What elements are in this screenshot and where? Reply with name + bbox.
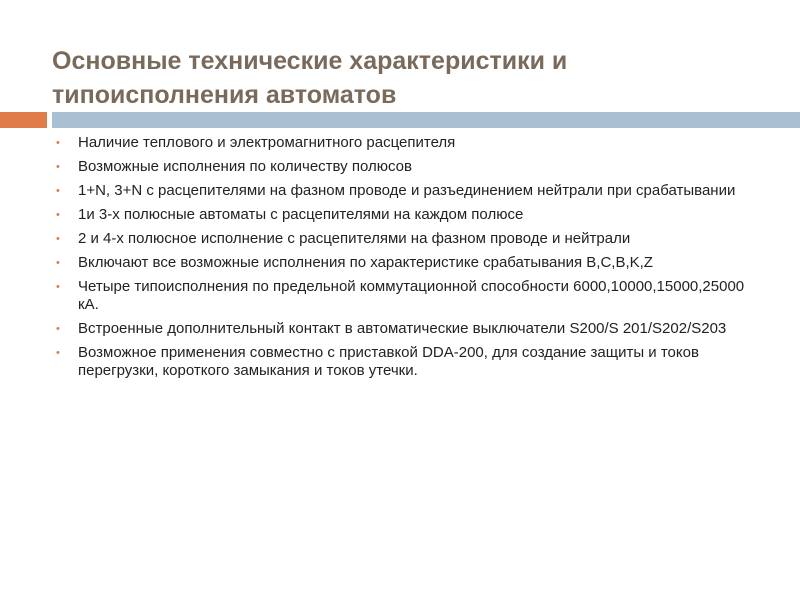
bullet-icon: •	[56, 209, 60, 221]
list-item	[56, 134, 756, 152]
list-item-text: Включают все возможные исполнения по характеристике срабатывания В,С,В,K,Z	[78, 254, 653, 271]
list-item	[56, 230, 756, 248]
accent-bar-blue	[52, 112, 800, 128]
slide-title-line-2: типоисполнения автоматов	[52, 81, 397, 109]
bullet-list	[56, 134, 756, 386]
list-item	[56, 182, 756, 200]
list-item-text: Четыре типоисполнения по предельной коммутационной способности 6000,10000,15000,25000 кА.	[78, 278, 745, 313]
list-item-text: 2 и 4-х полюсное исполнение с расцепителями на фазном проводе и нейтрали	[78, 230, 631, 247]
list-item	[56, 158, 756, 176]
bullet-icon: •	[56, 257, 60, 269]
list-item	[56, 254, 756, 272]
bullet-icon: •	[56, 347, 60, 359]
list-item	[56, 344, 756, 380]
slide-title-line-1: Основные технические характеристики и	[52, 47, 568, 75]
list-item-text: Возможные исполнения по количеству полюсов	[78, 158, 412, 175]
bullet-icon: •	[56, 185, 60, 197]
list-item-text: Наличие теплового и электромагнитного расцепителя	[78, 134, 456, 151]
list-item	[56, 206, 756, 224]
list-item-text: 1+N, 3+N с расцепителями на фазном проводе и разъединением нейтрали при срабатывании	[78, 182, 736, 199]
accent-bar-orange	[0, 112, 47, 128]
list-item	[56, 320, 756, 338]
list-item-text: Встроенные дополнительный контакт в автоматические выключатели S200/S 201/S202/S203	[78, 320, 727, 337]
slide-title	[52, 44, 772, 112]
list-item-text: 1и 3-х полюсные автоматы с расцепителями на каждом полюсе	[78, 206, 524, 223]
bullet-icon: •	[56, 323, 60, 335]
bullet-icon: •	[56, 161, 60, 173]
list-item-text: Возможное применения совместно с приставкой DDA-200, для создание защиты и токов перегрузки, короткого замыкания и токов утечки.	[78, 344, 699, 379]
bullet-icon: •	[56, 233, 60, 245]
list-item	[56, 278, 756, 314]
bullet-icon: •	[56, 281, 60, 293]
bullet-icon: •	[56, 137, 60, 149]
